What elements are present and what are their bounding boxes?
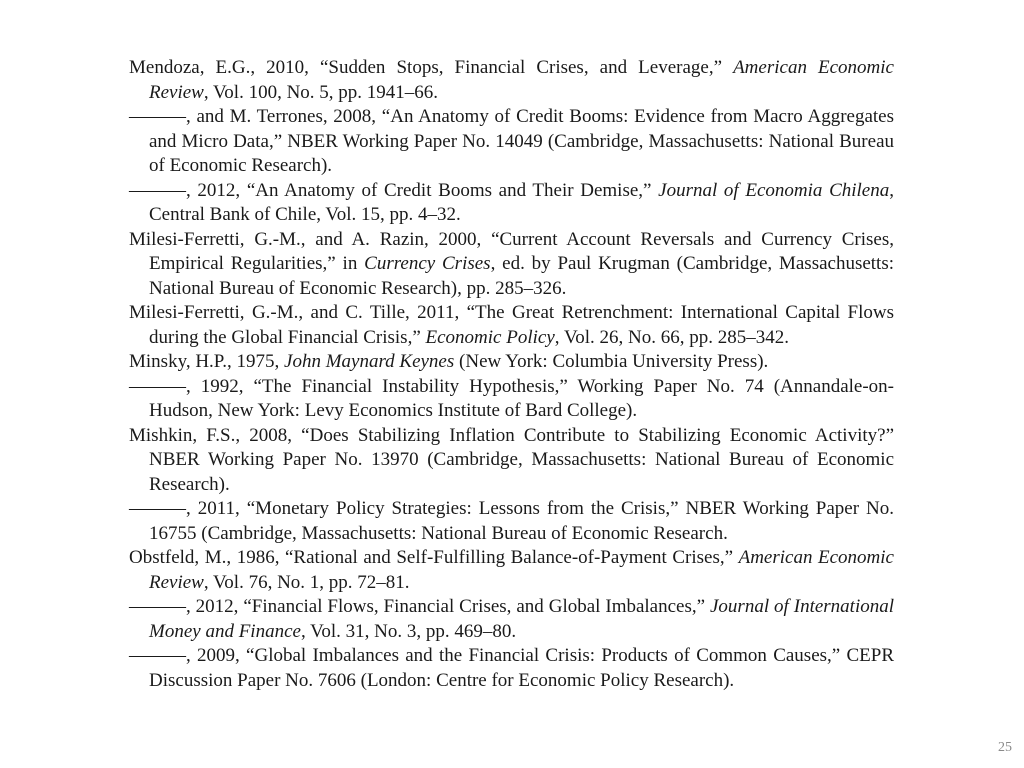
reference-entry — [129, 105, 894, 179]
reference-text: Milesi-Ferretti, G.-M., and C. Tille, 2011, “The Great Retrenchment: International Capital Flows during the Global Financial Crisis,” — [129, 302, 894, 348]
reference-entry — [129, 228, 894, 302]
reference-text: , Vol. 26, No. 66, pp. 285–342. — [554, 326, 789, 348]
reference-text: , Vol. 31, No. 3, pp. 469–80. — [300, 620, 517, 642]
reference-entry — [129, 595, 894, 644]
reference-italic-text: Currency Crises — [364, 253, 491, 274]
reference-text: , Central Bank of Chile, Vol. 15, pp. 4–32. — [149, 179, 894, 225]
reference-text: Milesi-Ferretti, G.-M., and A. Razin, 2000, “Current Account Reversals and Currency Crises, Empirical Regularities,” in — [129, 228, 894, 274]
reference-text: Minsky, H.P., 1975, — [129, 351, 285, 372]
reference-entry — [129, 179, 894, 228]
reference-text: ———, 2009, “Global Imbalances and the Financial Crisis: Products of Common Causes,” CEPR Discussion Paper No. 7606 (London: Centre for Economic Policy Research). — [129, 645, 894, 691]
reference-entry — [129, 644, 894, 693]
reference-text: , ed. by Paul Krugman (Cambridge, Massachusetts: National Bureau of Economic Research), pp. 285–326. — [149, 253, 895, 299]
reference-text: ———, 2011, “Monetary Policy Strategies: Lessons from the Crisis,” NBER Working Paper No. 16755 (Cambridge, Massachusetts: National Bureau of Economic Research. — [129, 498, 894, 544]
reference-italic-text: Journal of Economia Chilena — [658, 179, 890, 201]
reference-text: Mishkin, F.S., 2008, “Does Stabilizing Inflation Contribute to Stabilizing Economic Activity?” NBER Working Paper No. 13970 (Cambridge, Massachusetts: National Bureau of Economic Research). — [129, 424, 894, 495]
reference-text: , Vol. 100, No. 5, pp. 1941–66. — [203, 81, 439, 103]
reference-text: (New York: Columbia University Press). — [454, 351, 769, 372]
reference-italic-text: American Economic Review — [149, 57, 894, 103]
reference-entry — [129, 497, 894, 546]
page-number: 25 — [998, 740, 1012, 755]
reference-italic-text: John Maynard Keynes — [284, 351, 455, 372]
reference-entry — [129, 350, 894, 375]
reference-text: ———, and M. Terrones, 2008, “An Anatomy of Credit Booms: Evidence from Macro Aggregates and Micro Data,” NBER Working Paper No. 14049 (Cambridge, Massachusetts: National Bureau of Economic Research). — [129, 106, 894, 176]
reference-entry — [129, 546, 894, 595]
reference-entry — [129, 301, 894, 350]
reference-italic-text: American Economic Review — [149, 547, 894, 593]
reference-text: Mendoza, E.G., 2010, “Sudden Stops, Financial Crises, and Leverage,” — [129, 57, 734, 78]
reference-italic-text: Journal of International Money and Finance — [149, 596, 895, 642]
reference-text: ———, 2012, “Financial Flows, Financial Crises, and Global Imbalances,” — [129, 596, 710, 617]
reference-italic-text: Economic Policy — [425, 326, 555, 348]
reference-text: Obstfeld, M., 1986, “Rational and Self-Fulfilling Balance-of-Payment Crises,” — [129, 547, 739, 568]
reference-entry — [129, 424, 894, 498]
reference-list — [129, 56, 894, 693]
reference-text: ———, 1992, “The Financial Instability Hypothesis,” Working Paper No. 74 (Annandale-on-Hudson, New York: Levy Economics Institute of Bard College). — [129, 375, 894, 421]
reference-entry — [129, 375, 894, 424]
reference-entry — [129, 56, 894, 105]
reference-text: ———, 2012, “An Anatomy of Credit Booms and Their Demise,” — [129, 179, 659, 201]
reference-text: , Vol. 76, No. 1, pp. 72–81. — [203, 571, 410, 593]
